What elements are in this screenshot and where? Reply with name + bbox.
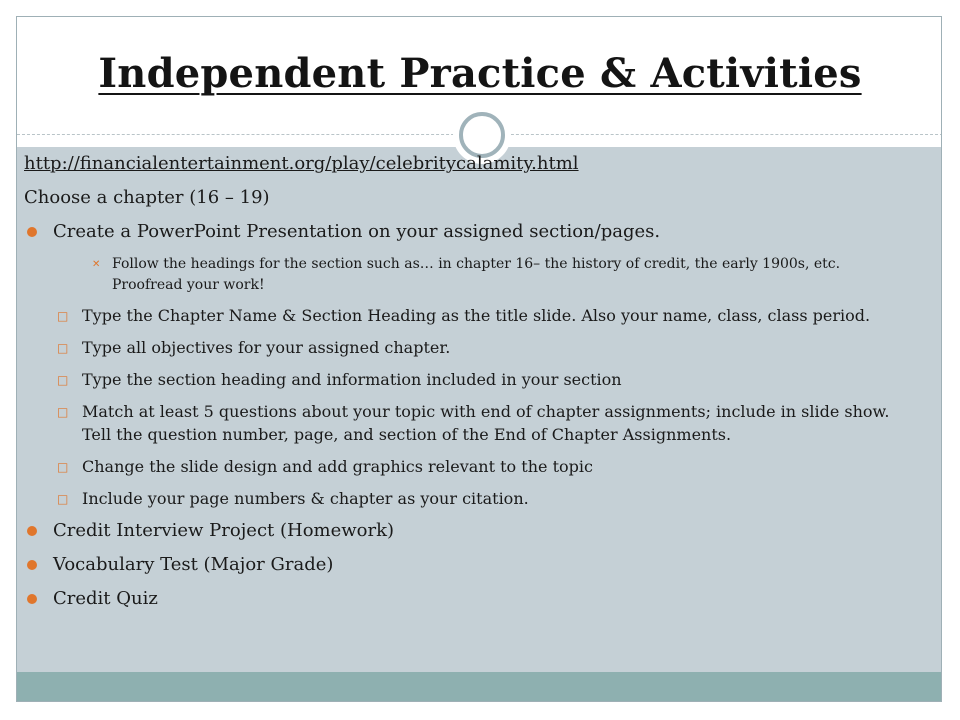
activity-link[interactable]: http://financialentertainment.org/play/celebritycalamity.html xyxy=(24,153,579,174)
list-item-text: Follow the headings for the section such as… in chapter 16– the history of credit, the early 1900s, etc. Proofread your work! xyxy=(112,256,841,293)
list-item-text: Include your page numbers & chapter as your citation. xyxy=(82,489,529,508)
slide-title: Independent Practice & Activities xyxy=(98,50,862,97)
list-item xyxy=(24,368,904,391)
list-item xyxy=(24,587,904,611)
list-item xyxy=(24,519,904,543)
list-item xyxy=(24,400,904,446)
orange-square-bullet-icon: □ xyxy=(57,309,69,323)
slide-content xyxy=(24,152,904,621)
list-item xyxy=(24,336,904,359)
list-item-text: Match at least 5 questions about your topic with end of chapter assignments; include in slide show. Tell the question number, page, and section of the End of Chapter Assignments. xyxy=(82,402,890,444)
orange-x-bullet-icon: ✕ xyxy=(92,259,101,270)
orange-dot-bullet-icon xyxy=(27,594,37,604)
orange-dot-bullet-icon xyxy=(27,526,37,536)
list-item xyxy=(24,220,904,244)
orange-square-bullet-icon: □ xyxy=(57,341,69,355)
list-item-text: Credit Quiz xyxy=(53,588,158,609)
list-item-text: Type the Chapter Name & Section Heading as the title slide. Also your name, class, class period. xyxy=(82,306,871,325)
link-paragraph xyxy=(24,152,904,176)
list-item xyxy=(24,553,904,577)
orange-dot-bullet-icon xyxy=(27,560,37,570)
orange-square-bullet-icon: □ xyxy=(57,405,69,419)
list-item-text: Credit Interview Project (Homework) xyxy=(53,520,395,541)
list-item xyxy=(24,304,904,327)
list-item-text: Type the section heading and information included in your section xyxy=(82,370,622,389)
list-item-text: Type all objectives for your assigned chapter. xyxy=(82,338,451,357)
list-item xyxy=(24,455,904,478)
orange-dot-bullet-icon xyxy=(27,227,37,237)
list-item-text: Create a PowerPoint Presentation on your assigned section/pages. xyxy=(53,221,661,242)
list-item-text: Change the slide design and add graphics relevant to the topic xyxy=(82,457,593,476)
orange-square-bullet-icon: □ xyxy=(57,460,69,474)
intro-paragraph: Choose a chapter (16 – 19) xyxy=(24,187,270,208)
footer-band xyxy=(17,672,942,702)
list-item-text: Vocabulary Test (Major Grade) xyxy=(53,554,334,575)
orange-square-bullet-icon: □ xyxy=(57,492,69,506)
list-item xyxy=(24,254,904,296)
list-item xyxy=(24,487,904,510)
orange-square-bullet-icon: □ xyxy=(57,373,69,387)
